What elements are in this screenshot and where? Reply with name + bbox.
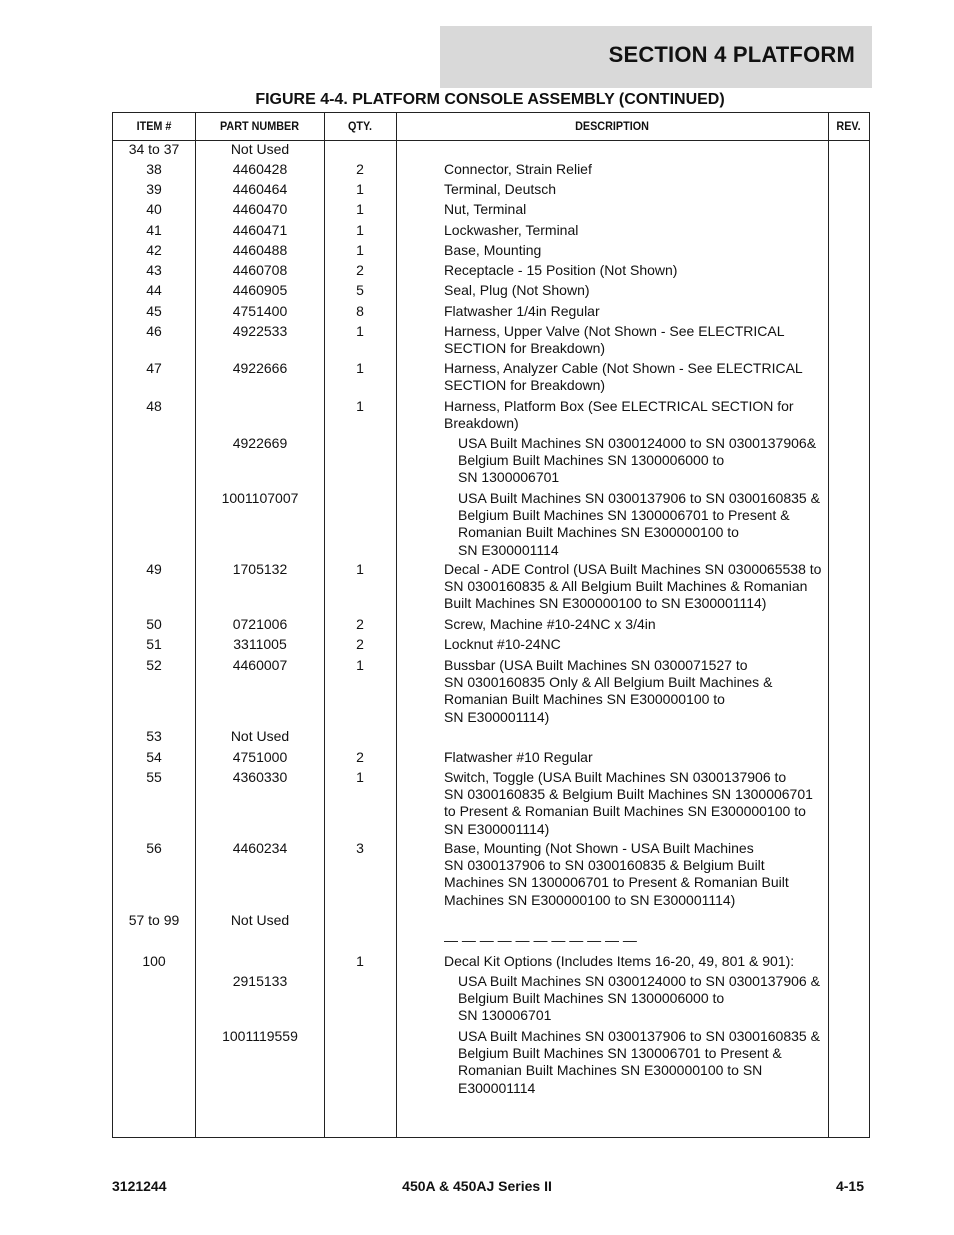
footer-model: 450A & 450AJ Series II <box>402 1178 552 1194</box>
part-number: 4460471 <box>232 222 288 238</box>
quantity: 1 <box>356 561 364 577</box>
item-number: 49 <box>146 561 162 577</box>
item-number: 42 <box>146 242 162 258</box>
part-number: 4922533 <box>232 323 288 339</box>
section-banner <box>440 26 872 88</box>
description: Lockwasher, Terminal <box>444 222 579 238</box>
part-number: 4460470 <box>232 201 288 217</box>
table-header <box>113 113 869 141</box>
description: USA Built Machines SN 0300124000 to SN 0300137906& Belgium Built Machines SN 1300006000 to SN 1300006701 <box>458 435 817 486</box>
description: Harness, Platform Box (See ELECTRICAL SECTION for Breakdown) <box>444 398 794 432</box>
quantity: 1 <box>356 657 364 673</box>
quantity: 2 <box>356 636 364 652</box>
description: Terminal, Deutsch <box>444 181 557 197</box>
part-number: 1705132 <box>232 561 288 577</box>
footer-page-number: 4-15 <box>835 1178 864 1194</box>
item-number: 47 <box>146 360 162 376</box>
part-number: 4460488 <box>232 242 288 258</box>
footer-doc-number: 3121244 <box>112 1178 167 1194</box>
item-number: 45 <box>146 303 162 319</box>
part-number: 3311005 <box>233 636 287 652</box>
part-number: 4460007 <box>232 657 288 673</box>
description: Harness, Upper Valve (Not Shown - See ELECTRICAL SECTION for Breakdown) <box>444 323 785 357</box>
part-number: 4922669 <box>232 435 288 451</box>
part-number: 1001119559 <box>222 1028 298 1044</box>
description: Base, Mounting <box>444 242 542 258</box>
header-description: DESCRIPTION <box>575 119 649 133</box>
description: USA Built Machines SN 0300137906 to SN 0300160835 & Belgium Built Machines SN 130006701 to Present & Romanian Built Machines SN E300000100 to SN E300001114 <box>458 1028 820 1096</box>
part-number: 2915133 <box>232 973 288 989</box>
quantity: 2 <box>356 616 364 632</box>
quantity: 3 <box>356 840 364 856</box>
part-number: 0721006 <box>232 616 288 632</box>
header-rev: REV. <box>836 119 861 133</box>
description: USA Built Machines SN 0300137906 to SN 0300160835 & Belgium Built Machines SN 1300006701 to Present & Romanian Built Machines SN E300000100 to SN E300001114 <box>458 490 820 558</box>
table-body <box>113 141 869 1137</box>
figure-title: FIGURE 4-4. PLATFORM CONSOLE ASSEMBLY (CONTINUED) <box>255 91 725 108</box>
header-part-number: PART NUMBER <box>219 119 300 133</box>
part-number: Not Used <box>230 912 290 928</box>
part-number: 4460905 <box>232 282 288 298</box>
item-number: 54 <box>146 749 162 765</box>
quantity: 1 <box>356 222 364 238</box>
description: Harness, Analyzer Cable (Not Shown - See ELECTRICAL SECTION for Breakdown) <box>444 360 803 394</box>
quantity: 1 <box>356 398 364 414</box>
description: Locknut #10-24NC <box>444 636 561 652</box>
part-number: 4460708 <box>232 262 288 278</box>
item-number: 56 <box>146 840 162 856</box>
quantity: 5 <box>356 282 364 298</box>
description: Screw, Machine #10-24NC x 3/4in <box>444 616 656 632</box>
header-item: ITEM # <box>136 119 172 133</box>
description: Receptacle - 15 Position (Not Shown) <box>444 262 678 278</box>
description: Decal Kit Options (Includes Items 16-20, 49, 801 & 901): <box>444 953 795 969</box>
item-number: 41 <box>146 222 162 238</box>
quantity: 2 <box>356 161 364 177</box>
description: Nut, Terminal <box>444 201 527 217</box>
section-title: SECTION 4 PLATFORM <box>608 42 855 67</box>
parts-table <box>112 112 870 1138</box>
description: Base, Mounting (Not Shown - USA Built Machines SN 0300137906 to SN 0300160835 & Belgium Built Machines SN 1300006701 to Present & Romanian Built Machines SN E300000100 to SN E300001114) <box>444 840 789 908</box>
item-number: 43 <box>146 262 162 278</box>
item-number: 38 <box>146 161 162 177</box>
quantity: 1 <box>356 769 364 785</box>
quantity: 1 <box>356 181 364 197</box>
dash-separator: — — — — — — — — — — — <box>444 932 637 948</box>
item-number: 52 <box>146 657 162 673</box>
quantity: 1 <box>356 953 364 969</box>
description: USA Built Machines SN 0300124000 to SN 0300137906 & Belgium Built Machines SN 1300006000 to SN 130006701 <box>458 973 820 1024</box>
item-number: 57 to 99 <box>128 912 180 928</box>
item-number: 40 <box>146 201 162 217</box>
part-number: 4460234 <box>232 840 288 856</box>
description: Decal - ADE Control (USA Built Machines SN 0300065538 to SN 0300160835 & All Belgium Built Machines & Romanian Built Machines SN E300000100 to SN E300001114) <box>444 561 822 612</box>
part-number: 4751400 <box>232 303 288 319</box>
quantity: 8 <box>356 303 364 319</box>
item-number: 50 <box>146 616 162 632</box>
description: Flatwasher 1/4in Regular <box>444 303 600 319</box>
part-number: 4460428 <box>232 161 288 177</box>
item-number: 48 <box>146 398 162 414</box>
item-number: 100 <box>142 953 166 969</box>
quantity: 2 <box>356 749 364 765</box>
item-number: 55 <box>146 769 162 785</box>
quantity: 1 <box>356 360 364 376</box>
part-number: Not Used <box>230 141 290 157</box>
description: Seal, Plug (Not Shown) <box>444 282 590 298</box>
description: Switch, Toggle (USA Built Machines SN 0300137906 to SN 0300160835 & Belgium Built Machines SN 1300006701 to Present & Romanian Built Machines SN E300000100 to SN E300001114) <box>444 769 813 837</box>
description: Connector, Strain Relief <box>444 161 592 177</box>
quantity: 1 <box>356 242 364 258</box>
item-number: 46 <box>146 323 162 339</box>
item-number: 44 <box>146 282 162 298</box>
header-qty: QTY. <box>347 119 372 133</box>
quantity: 2 <box>356 262 364 278</box>
part-number: 4460464 <box>232 181 288 197</box>
quantity: 1 <box>356 201 364 217</box>
quantity: 1 <box>356 323 364 339</box>
part-number: 1001107007 <box>221 490 299 506</box>
item-number: 51 <box>146 636 162 652</box>
part-number: 4922666 <box>232 360 288 376</box>
part-number: 4751000 <box>232 749 288 765</box>
item-number: 39 <box>146 181 162 197</box>
item-number: 34 to 37 <box>128 141 180 157</box>
part-number: 4360330 <box>232 769 288 785</box>
description: Flatwasher #10 Regular <box>444 749 593 765</box>
item-number: 53 <box>146 728 162 744</box>
description: Bussbar (USA Built Machines SN 0300071527 to SN 0300160835 Only & All Belgium Built Machines & Romanian Built Machines SN E300000100 to SN E300001114) <box>444 657 773 725</box>
part-number: Not Used <box>230 728 290 744</box>
